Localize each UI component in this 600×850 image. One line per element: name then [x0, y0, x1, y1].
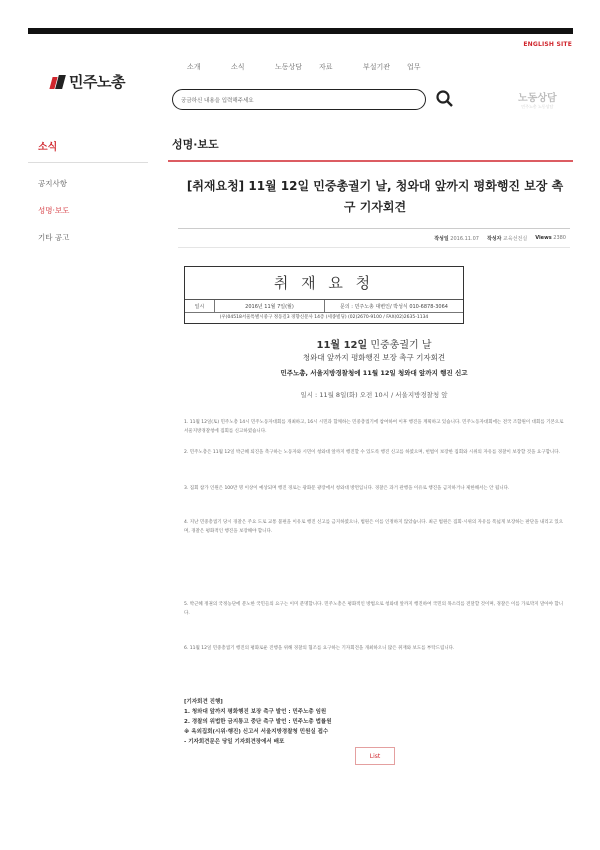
english-site-link[interactable]: ENGLISH SITE: [523, 41, 572, 48]
author-label: 작성자: [486, 235, 502, 242]
event-date-bold: 11월 12일: [316, 340, 368, 351]
search-icon[interactable]: [435, 89, 455, 109]
nav-item-data[interactable]: 자료: [319, 63, 333, 71]
press-row-date: 2016년 11월 7일(월): [215, 300, 325, 312]
sidebar-item-statements[interactable]: 성명·보도: [38, 206, 70, 215]
event-date-heading: [178, 336, 570, 351]
page-title-divider: [168, 160, 573, 162]
body-paragraph-1: 1. 11월 12일(토) 민주노총 14시 민주노동자대회를 개최하고, 16시 시민과 함께하는 민중총궐기에 참여하여 이후 행진을 계획하고 있습니다. 민주노동자대회에는 전국 조합원이 대회를 기본으로 서울지방경찰청에 집회를 신고하였습니다.: [184, 420, 564, 434]
main-nav: [187, 62, 451, 72]
press-info-row: [185, 300, 463, 313]
nav-item-news[interactable]: 소식: [231, 63, 245, 71]
nav-item-counsel[interactable]: 노동상담: [275, 63, 303, 71]
nav-item-affiliates[interactable]: 부설기관: [363, 63, 391, 71]
counsel-banner-sub: 민주노총 노동상담: [521, 104, 554, 109]
event-subtitle: 청와대 앞까지 평화행진 보장 촉구 기자회견: [302, 353, 446, 362]
plan-item: - 기자회견문은 당일 기자회견장에서 배포: [184, 739, 285, 745]
list-button[interactable]: List: [355, 747, 395, 765]
body-paragraph-6: 6. 11월 12일 민중총궐기 행진의 평화로운 진행을 위해 경찰의 협조를 요구하는 기자회견을 개최하오니 많은 취재와 보도를 부탁드립니다.: [184, 646, 455, 651]
logo-text: 민주노총: [69, 73, 125, 91]
article-meta: [178, 228, 570, 248]
article-title: [취재요청] 11월 12일 민중총궐기 날, 청와대 앞까지 평화행진 보장 촉구 기자회견: [186, 179, 564, 214]
sidebar-title: 소식: [38, 142, 58, 153]
kctu-logo-icon: [51, 75, 65, 89]
press-address: (우)04518서울특별시중구 정동길3 경향신문사 14층 (세종빌딩) (02)2670-9100 / FAX(02)2635-1134: [219, 315, 429, 320]
body-paragraph-5: 5. 박근혜 정권의 국정농단에 분노한 국민들의 요구는 이미 분명합니다. 민주노총은 평화적인 방법으로 청와대 앞까지 행진하여 국민의 목소리를 전달할 것이며, 경찰은 이를 가로막지 말아야 합니다.: [184, 602, 564, 616]
conference-plan: [184, 697, 332, 747]
press-row-contact: 문의 : 민주노총 대변인/ 박성식 010-6878-3064: [340, 303, 448, 310]
view-count: 2380: [553, 235, 566, 241]
logo[interactable]: [51, 71, 125, 92]
event-time: 일시 : 11월 8일(화) 오전 10시 / 서울지방경찰청 앞: [300, 391, 448, 399]
press-heading: 취 재 요 청: [185, 267, 463, 300]
counsel-banner[interactable]: [518, 89, 557, 110]
body-paragraph-4: 4. 지난 민중총궐기 당시 경찰은 주요 도로 교통 불편을 이유로 행진 신고를 금지하였으나, 법원은 이를 인정하지 않았습니다. 최근 법원은 집회·시위의 자유를 폭넓게 보장하는 판단을 내리고 있으며, 경찰은 평화적인 행진을 보장해야 합니다.: [184, 520, 564, 534]
nav-item-about[interactable]: 소개: [187, 63, 201, 71]
sidebar-item-other[interactable]: 기타 공고: [38, 233, 70, 242]
views-label: Views: [535, 235, 552, 241]
body-paragraph-3: 3. 집회 참가 인원은 100만 명 이상이 예상되며 행진 경로는 광화문 광장에서 청와대 방면입니다. 경찰은 과거 관행을 이유로 행진을 금지하거나 제한해서는 안 됩니다.: [184, 486, 510, 491]
press-row-label: 일시: [185, 300, 215, 312]
press-request-box: [184, 266, 464, 324]
plan-item: 1. 청와대 앞까지 평화행진 보장 촉구 발언 : 민주노총 임원: [184, 709, 327, 715]
page-title: 성명·보도: [172, 138, 219, 151]
nav-item-work[interactable]: 업무: [407, 63, 421, 71]
counsel-banner-title: 노동상담: [518, 93, 557, 104]
plan-title: [기자회견 진행]: [184, 699, 223, 705]
date-label: 작성일: [434, 235, 449, 242]
post-date: 2016.11.07: [450, 235, 479, 242]
event-summary: 민주노총, 서울지방경찰청에 11월 12일 청와대 앞까지 행진 신고: [280, 369, 468, 377]
sidebar-item-notice[interactable]: 공지사항: [38, 179, 67, 188]
sidebar-divider: [28, 162, 148, 163]
post-author: 교육선전실: [503, 235, 528, 242]
sidebar-menu: [38, 178, 69, 259]
plan-item: 2. 경찰의 위법한 금지통고 중단 촉구 발언 : 민주노총 법률원: [184, 719, 332, 725]
event-date-rest: 민중총궐기 날: [367, 340, 432, 351]
plan-item: ※ 옥외집회(시위·행진) 신고서 서울지방경찰청 민원실 접수: [184, 729, 329, 735]
search-input[interactable]: 궁금하신 내용을 입력해주세요: [172, 89, 426, 110]
body-paragraph-2: 2. 민주노총은 11월 12일 박근혜 퇴진을 촉구하는 노동자와 시민이 청와대 앞까지 행진할 수 있도록 행진 신고를 하였으며, 헌법이 보장한 집회와 시위의 자유를 경찰이 보장할 것을 요구합니다.: [184, 450, 561, 455]
top-bar: [28, 28, 573, 34]
